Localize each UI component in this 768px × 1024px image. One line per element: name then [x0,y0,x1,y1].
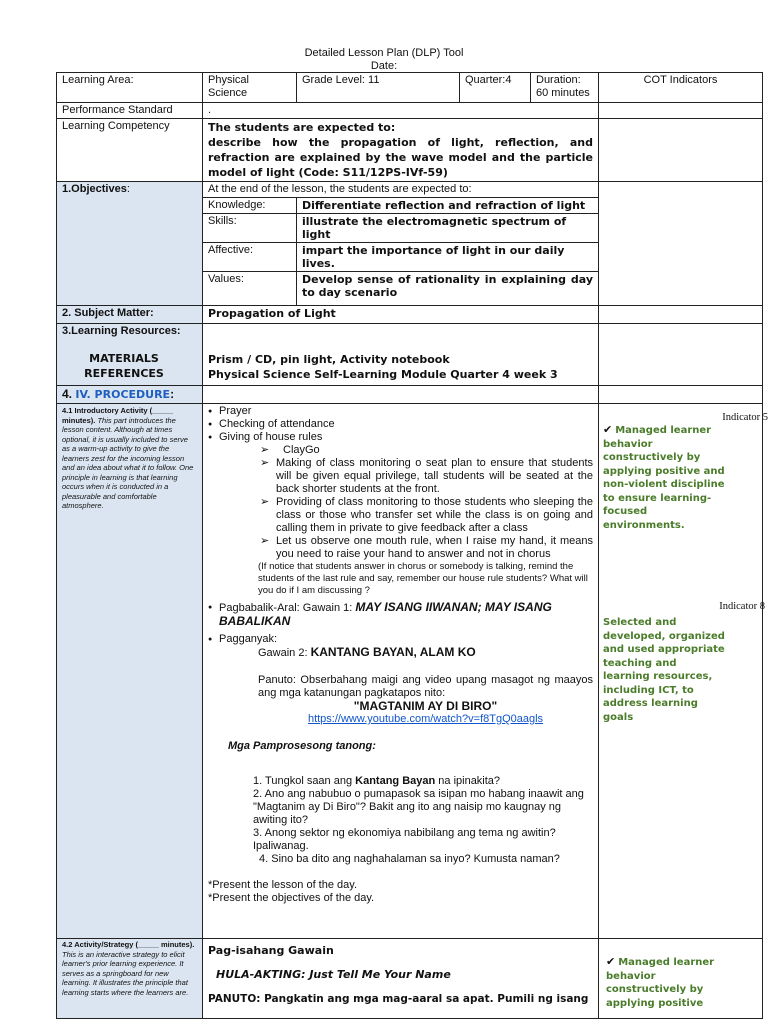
materials-references-label: MATERIALS REFERENCES [84,352,164,380]
list-item: ➢ Making of class monitoring o seat plan to ensure that students will be given equal privilege, tall students will be seated at the back shorter students at the front. [258,457,593,496]
learning-resources-label: 3.Learning Resources: [62,325,181,337]
intro-bullets [208,405,593,444]
procedure-label: IV. PROCEDURE [75,388,171,401]
learning-area-value: Physical Science [203,73,297,103]
row-performance-standard [57,103,763,119]
skills-label: Skills: [203,214,297,243]
gawain-2 [208,646,593,660]
activity-description: This is an interactive strategy to elicit learner's prior learning experience. It serves as a springboard for new learning. It illustrates the principle that learning starts where the learners are. [62,949,189,997]
resources-line-2: Physical Science Self-Learning Module Quarter 4 week 3 [208,368,558,381]
present-objectives: *Present the objectives of the day. [208,892,375,904]
gawain2-title: KANTANG BAYAN, ALAM KO [310,645,476,659]
values-label: Values: [203,272,297,306]
activity-subtitle: HULA-AKTING: Just Tell Me Your Name [216,968,451,981]
guide-questions-title: Mga Pamprosesong tanong: [228,740,376,752]
intro-activity-title: 4.1 Introductory Activity (_____ minutes). [62,406,174,425]
row-learning-competency [57,119,763,182]
resources-line-1: Prism / CD, pin light, Activity notebook [208,353,450,366]
lesson-plan-table [56,72,768,1019]
check-icon [603,425,615,436]
row-introductory-activity [57,404,763,939]
list-item [253,775,593,788]
quarter: Quarter:4 [460,73,531,103]
objectives-label: 1.Objectives [62,183,127,195]
activity-panuto: PANUTO: Pangkatin ang mga mag-aaral sa apat. Pumili ng isang [208,993,589,1005]
song-title: "MAGTANIM AY DI BIRO" [353,699,498,713]
list-item: ● Prayer [208,405,593,418]
knowledge-value: Differentiate reflection and refraction of light [297,198,599,214]
performance-standard-value: . [203,103,599,119]
learning-resources-cell [203,324,599,386]
row-learning-area [57,73,763,103]
list-item: 2. Ano ang nabubuo o pumapasok sa isipan mo habang inaawit ang "Magtanim ay Di Biro"? Bakit ang ito ang naisip mo kaugnay ng awiting ito? [253,788,584,826]
list-item: ➢ ClayGo [258,444,593,457]
present-lesson: *Present the lesson of the day. [208,879,357,891]
competency-intro: The students are expected to: [208,121,396,134]
duration: Duration: 60 minutes [531,73,599,103]
balik-label: Pagbabalik-Aral: Gawain 1: [219,602,353,614]
list-item: 4. Sino ba dito ang naghahalaman sa inyo? Kumusta naman? [259,853,560,865]
objectives-intro: At the end of the lesson, the students are expected to: [203,182,599,198]
activity-content [203,939,599,1019]
intro-activity-description: This part introduces the lesson content. Although at times optional, it is usually included to serve as a warm-up activity to give the learners zest for the incoming lesson and an idea about what it to follow. One principle in learning is that learning occurs when it is conducted in a pleasurable and comfortable atmosphere. [62,415,194,510]
objectives-label-cell [57,182,203,306]
cot-indicators-cell [599,404,768,939]
list-item: ➢ Providing of class monitoring to those students who sleeping the class or those who transfer set while the class is on going and calling them in private to give feedback after a class [258,496,593,535]
cot-indicators-header: COT Indicators [599,73,763,103]
learning-area-label: Learning Area: [57,73,203,103]
procedure-suffix: : [170,387,175,401]
procedure-num: 4. [62,387,73,401]
gawain2-label: Gawain 2: [258,647,308,659]
indicator-5-label: Indicator 5 [722,412,768,423]
document-title: Detailed Lesson Plan (DLP) Tool [304,47,464,59]
check-icon [606,957,618,968]
skills-value: illustrate the electromagnetic spectrum of light [297,214,599,243]
pagbabalik-aral [208,601,593,629]
list-item: ● Checking of attendance [208,418,593,431]
procedure-label-cell [57,386,203,404]
row-learning-resources [57,324,763,386]
activity-indicator-cell [599,939,763,1019]
values-value: Develop sense of rationality in explaining day to day scenario [297,272,599,306]
q1-post: na ipinakita? [435,775,501,787]
q1-bold: Kantang Bayan [355,775,436,787]
intro-activity-content [203,404,599,939]
competency-text: describe how the propagation of light, reflection, and refraction are explained by the wave model and the particle model of light (Code: S11/12PS-IVf-59) [208,136,593,179]
indicator-5-text: ✔ Managed learner behavior constructively by applying positive and non-violent discipline to ensure learning-focused environments. [603,423,727,532]
house-rule-note: (If notice that students answer in chorus or somebody is talking, remind the students of the last rule and say, remember our house rule students? What will you do if I am discussing ? [258,561,588,596]
activity-side [57,939,203,1019]
row-objectives-intro [57,182,763,198]
intro-activity-side [57,404,203,939]
learning-competency-cell [203,119,599,182]
performance-standard-label: Performance Standard [57,103,203,119]
q1-pre: 1. Tungkol saan ang [253,775,356,787]
activity-title: 4.2 Activity/Strategy (_____ minutes). [62,940,195,949]
row-subject-matter [57,306,763,324]
subject-matter-label: 2. Subject Matter: [57,306,203,324]
document-date-label: Date: [370,60,398,72]
objectives-label-suffix: : [126,183,130,195]
indicator-8-text: Selected and developed, organized and used appropriate teaching and learning resources, including ICT, to address learning goals [603,617,725,723]
list-item: ➢ Let us observe one mouth rule, when I raise my hand, it means you need to raise your hand to answer and not in chorus [258,535,593,561]
guide-questions [208,775,593,866]
indicator-5b-text: ✔ Managed learner behavior constructively by applying positive [604,955,732,1010]
panuto-text: Panuto: Obserbahang maigi ang video upang masagot ng maayos ang mga katanungan pagkatapos nito: [258,674,593,699]
learning-resources-label-cell [57,324,203,386]
indicator-8-label: Indicator 8 [719,601,765,612]
affective-label: Affective: [203,243,297,272]
row-procedure [57,386,763,404]
list-item: 3. Anong sektor ng ekonomiya nabibilang ang tema ng awitin? Ipaliwanag. [253,827,556,852]
youtube-link[interactable]: https://www.youtube.com/watch?v=f8TgQ0aagls [307,713,544,725]
house-rules [208,444,593,561]
balik-title: MAY ISANG IIWANAN; MAY ISANG BABALIKAN [219,600,552,628]
learning-competency-label: Learning Competency [57,119,203,182]
affective-value: impart the importance of light in our daily lives. [297,243,599,272]
pagganyak-label: ● Pagganyak: [208,633,593,646]
activity-heading: Pag-isahang Gawain [208,944,334,957]
grade-level: Grade Level: 11 [297,73,460,103]
subject-matter-value: Propagation of Light [203,306,599,324]
knowledge-label: Knowledge: [203,198,297,214]
row-activity [57,939,763,1019]
list-item: ● Giving of house rules [208,431,593,444]
